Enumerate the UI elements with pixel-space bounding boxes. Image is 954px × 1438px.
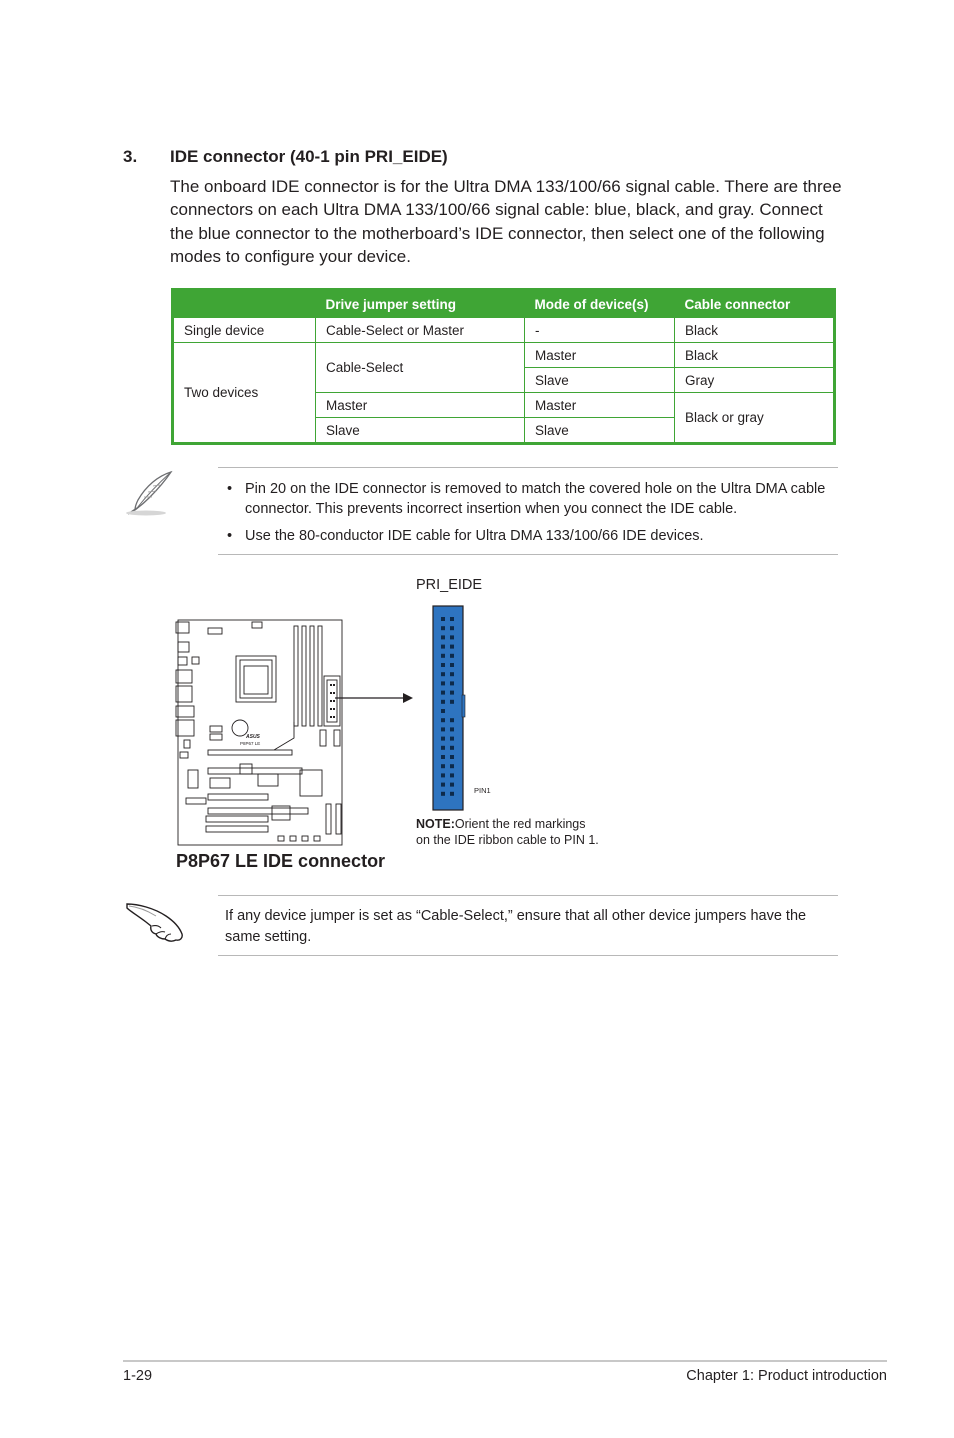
connector-pin xyxy=(441,746,445,750)
connector-pin xyxy=(450,645,454,649)
connector-pin xyxy=(441,737,445,741)
header-cable: Cable connector xyxy=(675,290,835,318)
connector-pin xyxy=(441,773,445,777)
connector-pin xyxy=(441,718,445,722)
intro-paragraph: The onboard IDE connector is for the Ultra DMA 133/100/66 signal cable. There are three connectors on each Ultra DMA 133/100/66 signal cable: blue, black, and gray. Connect the blue connector to the motherboard’s IDE connector, then select one of the following modes to configure your device. xyxy=(170,177,842,266)
cell-cs-master-mode: Master xyxy=(525,343,675,368)
cell-cs-jumper: Cable-Select xyxy=(316,343,525,393)
chapter-title: Chapter 1: Product introduction xyxy=(686,1368,887,1384)
connector-pin xyxy=(441,635,445,639)
pin1-label: PIN1 xyxy=(474,786,491,795)
cell-m-jumper: Master xyxy=(316,393,525,418)
cell-s-mode: Slave xyxy=(525,418,675,444)
connector-pin xyxy=(441,727,445,731)
note-top-rule xyxy=(218,467,838,468)
connector-pin xyxy=(450,755,454,759)
bullet-dot: • xyxy=(227,528,233,544)
motherboard-diagram xyxy=(170,612,420,850)
cell-cs-master-cable: Black xyxy=(675,343,835,368)
header-jumper: Drive jumper setting xyxy=(316,290,525,318)
pointing-hand-icon xyxy=(124,896,186,944)
cell-s-jumper: Slave xyxy=(316,418,525,444)
bullet-dot: • xyxy=(227,481,233,497)
cell-single-mode: - xyxy=(525,318,675,343)
ide-connector-diagram xyxy=(432,605,466,811)
connector-pin xyxy=(441,755,445,759)
board-name: P8P67 LE xyxy=(240,741,261,746)
cell-ms-cable: Black or gray xyxy=(675,393,835,444)
connector-pin xyxy=(441,691,445,695)
connector-pin xyxy=(441,645,445,649)
connector-pin xyxy=(450,792,454,796)
figure-title: P8P67 LE IDE connector xyxy=(176,851,386,871)
caution-text: If any device jumper is set as “Cable-Select,” ensure that all other device jumpers have the same setting. xyxy=(225,908,807,945)
connector-label: PRI_EIDE xyxy=(416,577,483,593)
connector-pin xyxy=(450,764,454,768)
connector-pin xyxy=(441,617,445,621)
connector-pin xyxy=(441,783,445,787)
connector-pin xyxy=(441,700,445,704)
note-bottom-rule xyxy=(218,554,838,555)
connector-pin xyxy=(450,654,454,658)
connector-pin xyxy=(450,727,454,731)
connector-pin xyxy=(441,626,445,630)
connector-pin xyxy=(441,672,445,676)
connector-pin xyxy=(441,764,445,768)
connector-pin xyxy=(441,792,445,796)
connector-pin xyxy=(450,691,454,695)
connector-pin xyxy=(441,663,445,667)
connector-pin xyxy=(450,737,454,741)
connector-pin xyxy=(450,681,454,685)
footer-rule xyxy=(123,1360,887,1362)
caution-bottom-rule xyxy=(218,955,838,956)
connector-pin xyxy=(450,783,454,787)
connector-pin xyxy=(450,746,454,750)
table-header-row xyxy=(173,290,835,318)
connector-pin xyxy=(450,672,454,676)
connector-pin xyxy=(450,617,454,621)
connector-pin xyxy=(450,635,454,639)
section-number: 3. xyxy=(123,147,138,166)
cell-single-jumper: Cable-Select or Master xyxy=(316,318,525,343)
feather-pen-icon xyxy=(124,470,176,518)
cell-m-mode: Master xyxy=(525,393,675,418)
connector-pin xyxy=(450,663,454,667)
note-line-1: Orient the red markings xyxy=(454,817,586,831)
note-bullet-list xyxy=(227,479,827,553)
connector-pin xyxy=(441,681,445,685)
cell-single-cable: Black xyxy=(675,318,835,343)
list-item xyxy=(227,526,827,546)
table-row xyxy=(173,318,835,343)
ide-modes-table xyxy=(171,288,836,445)
connector-pin xyxy=(450,718,454,722)
cell-cs-slave-mode: Slave xyxy=(525,368,675,393)
connector-pin xyxy=(441,709,445,713)
header-empty xyxy=(173,290,316,318)
page-number: 1-29 xyxy=(123,1368,153,1384)
header-mode: Mode of device(s) xyxy=(525,290,675,318)
caution-top-rule xyxy=(218,895,838,896)
cell-two-label: Two devices xyxy=(173,343,316,444)
connector-pin xyxy=(441,654,445,658)
note-bold-label: NOTE: xyxy=(416,817,455,831)
table-row xyxy=(173,343,835,368)
connector-pin xyxy=(450,773,454,777)
list-item xyxy=(227,479,827,519)
bullet-text: Use the 80-conductor IDE cable for Ultra DMA 133/100/66 IDE devices. xyxy=(245,528,704,544)
note-line-2: on the IDE ribbon cable to PIN 1. xyxy=(416,833,599,847)
section-title: IDE connector (40-1 pin PRI_EIDE) xyxy=(170,147,448,166)
bullet-text: Pin 20 on the IDE connector is removed to match the covered hole on the Ultra DMA cable connector. This prevents incorrect insertion when you connect the IDE cable. xyxy=(245,481,826,517)
connector-pin xyxy=(450,700,454,704)
figure-note xyxy=(416,816,656,848)
connector-pin xyxy=(450,626,454,630)
cell-cs-slave-cable: Gray xyxy=(675,368,835,393)
cell-single-label: Single device xyxy=(173,318,316,343)
pointer-arrow xyxy=(335,688,415,708)
board-logo: ASUS xyxy=(246,734,260,740)
